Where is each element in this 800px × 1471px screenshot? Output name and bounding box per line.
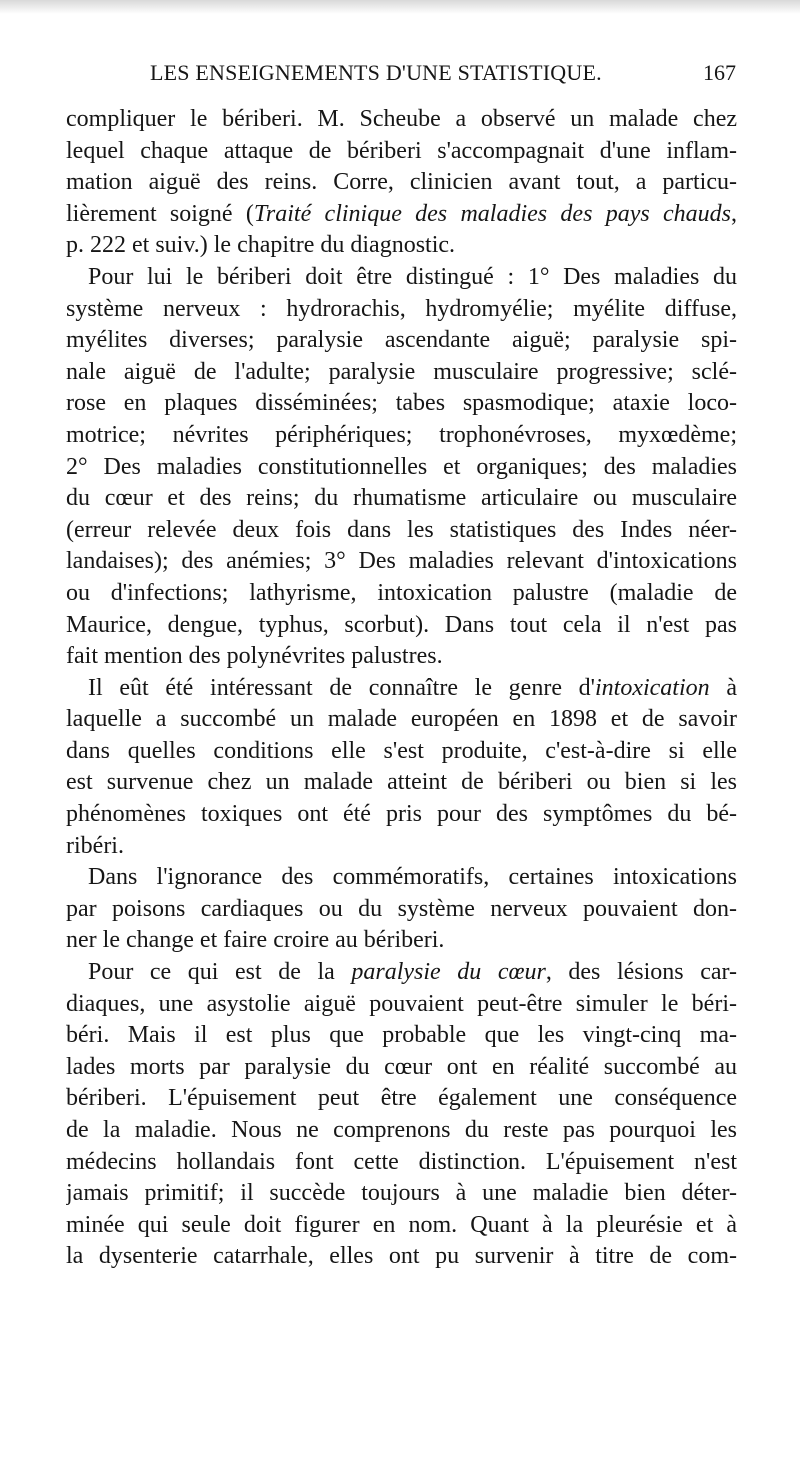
text-line: dans quelles conditions elle s'est produite, c'est-à-dire si elle <box>66 737 737 764</box>
text-line: 2° Des maladies constitutionnelles et organiques; des maladies <box>66 453 737 480</box>
text-segment: lièrement soigné ( <box>66 200 254 227</box>
italic-title: paralysie du cœur <box>351 959 546 986</box>
text-line: médecins hollandais font cette distinction. L'épuisement n'est <box>66 1148 737 1175</box>
text-line: du cœur et des reins; du rhumatisme articulaire ou musculaire <box>66 485 737 512</box>
text-line: la dysenterie catarrhale, elles ont pu survenir à titre de com- <box>66 1243 737 1270</box>
text-line: motrice; névrites périphériques; trophonévroses, myxœdème; <box>66 421 737 448</box>
page-number: 167 <box>703 60 736 85</box>
text-line: nale aiguë de l'adulte; paralysie musculaire progressive; sclé- <box>66 358 737 385</box>
italic-title: Traité clinique des maladies des pays chauds <box>253 200 731 227</box>
page-top-edge <box>0 0 800 14</box>
text-line: laquelle a succombé un malade européen en 1898 et de savoir <box>66 706 737 733</box>
text-line: est survenue chez un malade atteint de bériberi ou bien si les <box>66 769 737 796</box>
text-line: ou d'infections; lathyrisme, intoxication palustre (maladie de <box>66 579 737 606</box>
text-line: rose en plaques disséminées; tabes spasmodique; ataxie loco- <box>66 390 737 417</box>
text-segment: à <box>709 674 737 701</box>
text-line: lequel chaque attaque de bériberi s'accompagnait d'une inflam- <box>66 137 737 164</box>
page-header <box>150 60 740 90</box>
text-line: p. 222 et suiv.) le chapitre du diagnostic. <box>66 232 456 259</box>
text-line <box>66 673 737 705</box>
text-line: ner le change et faire croire au bériberi. <box>66 927 445 954</box>
text-line: landaises); des anémies; 3° Des maladies relevant d'intoxications <box>66 548 737 575</box>
text-line: Maurice, dengue, typhus, scorbut). Dans tout cela il n'est pas <box>66 611 737 638</box>
italic-title: intoxication <box>595 674 710 701</box>
text-segment: Pour ce qui est de la <box>88 959 352 986</box>
text-line: (erreur relevée deux fois dans les statistiques des Indes néer- <box>66 516 737 543</box>
text-segment: Il eût été intéressant de connaître le genre d' <box>88 674 595 701</box>
text-line: de la maladie. Nous ne comprenons du reste pas pourquoi les <box>66 1117 737 1143</box>
text-line: système nerveux : hydrorachis, hydromyélie; myélite diffuse, <box>66 295 737 322</box>
text-line: compliquer le bériberi. M. Scheube a observé un malade chez <box>66 106 737 132</box>
text-line: ribéri. <box>66 832 124 859</box>
text-line: diaques, une asystolie aiguë pouvaient peut-être simuler le béri- <box>66 990 737 1017</box>
text-line <box>66 957 737 989</box>
body-text <box>66 104 737 1404</box>
text-segment: , des lésions car- <box>545 959 737 986</box>
text-line: mation aiguë des reins. Corre, clinicien avant tout, a particu- <box>66 169 737 196</box>
text-line <box>66 199 737 231</box>
text-line: minée qui seule doit figurer en nom. Quant à la pleurésie et à <box>66 1211 737 1238</box>
text-line: fait mention des polynévrites palustres. <box>66 643 443 670</box>
text-line: jamais primitif; il succède toujours à une maladie bien déter- <box>66 1180 737 1207</box>
text-line: myélites diverses; paralysie ascendante aiguë; paralysie spi- <box>66 327 737 354</box>
text-line: bériberi. L'épuisement peut être également une conséquence <box>66 1085 737 1112</box>
text-line: Dans l'ignorance des commémoratifs, certaines intoxications <box>88 864 737 891</box>
text-line: lades morts par paralysie du cœur ont en réalité succombé au <box>66 1053 737 1080</box>
text-line: phénomènes toxiques ont été pris pour des symptômes du bé- <box>66 801 737 828</box>
running-title: LES ENSEIGNEMENTS D'UNE STATISTIQUE. <box>150 60 602 85</box>
text-line: béri. Mais il est plus que probable que les vingt-cinq ma- <box>66 1022 737 1049</box>
text-segment: , <box>731 200 737 227</box>
text-line: par poisons cardiaques ou du système nerveux pouvaient don- <box>66 895 737 922</box>
text-line: Pour lui le bériberi doit être distingué : 1° Des maladies du <box>88 263 737 290</box>
